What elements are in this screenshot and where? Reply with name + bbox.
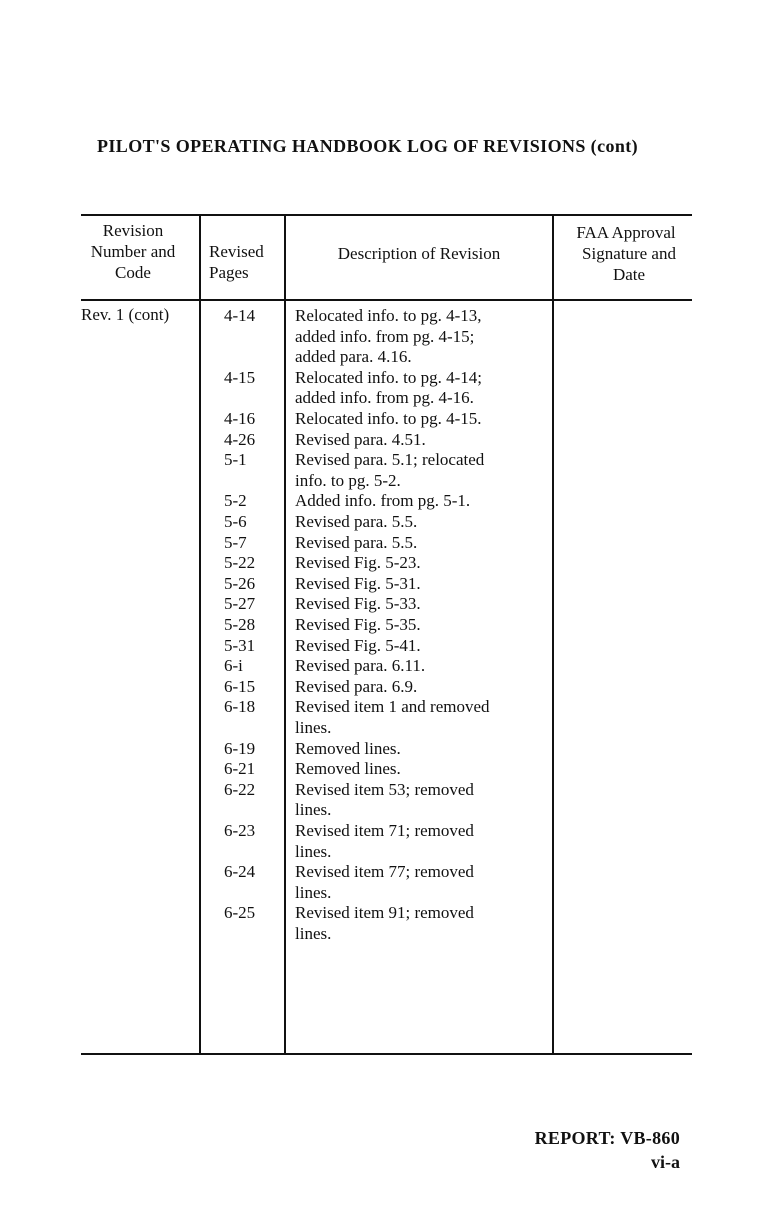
revision-description-cell: Relocated info. to pg. 4-15.	[295, 409, 482, 428]
revision-description-cell: lines.	[295, 800, 332, 820]
revised-page-cell: 5-31	[224, 635, 256, 655]
revision-code: Rev. 1 (cont)	[81, 305, 170, 324]
header-revision-line-1: Revision	[102, 221, 164, 240]
header-revision-line-2: Number and	[90, 242, 176, 261]
revision-description-cell: Removed lines.	[295, 738, 401, 758]
page-title: PILOT'S OPERATING HANDBOOK LOG OF REVISIONS (cont)	[97, 136, 639, 156]
revision-description-cell: Relocated info. to pg. 4-14;	[295, 367, 482, 387]
revised-page-cell: 5-1	[224, 450, 247, 470]
revision-description-cell: added para. 4.16.	[295, 347, 412, 367]
header-pages-line-2: Pages	[209, 263, 249, 282]
revision-description-cell: lines.	[295, 841, 332, 861]
revised-page-cell: 6-18	[224, 697, 256, 717]
revised-page-cell: 5-6	[224, 512, 247, 531]
report-number: REPORT: VB-860	[534, 1128, 680, 1148]
revision-description-cell: Revised item 91; removed	[295, 903, 474, 923]
revised-page-cell: 6-15	[224, 676, 256, 696]
revised-page-cell: 4-16	[224, 409, 256, 428]
column-divider-1	[199, 214, 201, 1055]
revision-description-cell: Revised para. 6.11.	[295, 656, 426, 676]
revision-description-cell: Revised item 53; removed	[295, 779, 474, 799]
revision-description-cell: Revised para. 5.5.	[295, 532, 418, 552]
revision-description-cell: Revised para. 5.5.	[295, 512, 418, 531]
revision-description-cell: Revised Fig. 5-35.	[295, 615, 421, 634]
revised-page-cell: 6-24	[224, 862, 256, 882]
header-approval-line-3: Date	[612, 265, 646, 284]
revision-description-cell: Revised Fig. 5-41.	[295, 635, 421, 655]
revision-description-cell: info. to pg. 5-2.	[295, 470, 401, 490]
table-top-rule	[81, 214, 692, 216]
revision-description-cell: Revised Fig. 5-33.	[295, 594, 421, 614]
revised-page-cell: 5-26	[224, 573, 256, 593]
revised-page-cell: 6-21	[224, 759, 256, 779]
revised-page-cell: 4-14	[224, 306, 256, 325]
column-divider-2	[284, 214, 286, 1055]
revised-page-cell: 5-27	[224, 594, 256, 614]
revision-description-cell: Revised item 1 and removed	[295, 697, 490, 717]
header-pages-line-1: Revised	[209, 242, 264, 261]
header-bottom-rule	[81, 299, 692, 301]
header-description: Description of Revision	[337, 244, 501, 263]
revision-description-cell: Removed lines.	[295, 759, 401, 779]
header-revision-line-3: Code	[115, 263, 151, 282]
revision-description-cell: lines.	[295, 718, 332, 737]
revised-page-cell: 6-19	[224, 738, 256, 758]
revision-description-cell: lines.	[295, 924, 332, 943]
page-number: vi-a	[651, 1152, 680, 1172]
revised-page-cell: 4-26	[224, 429, 256, 449]
revised-page-cell: 5-28	[224, 615, 256, 634]
revised-page-cell: 5-22	[224, 553, 256, 573]
header-approval-line-1: FAA Approval	[576, 223, 676, 242]
header-approval-line-2: Signature and	[582, 244, 676, 263]
revision-description-cell: Revised item 71; removed	[295, 821, 474, 840]
revision-description-cell: Relocated info. to pg. 4-13,	[295, 306, 482, 325]
revision-description-cell: lines.	[295, 882, 332, 902]
revision-description-cell: Revised Fig. 5-23.	[295, 553, 421, 573]
revised-page-cell: 6-22	[224, 779, 256, 799]
revision-description-cell: added info. from pg. 4-15;	[295, 326, 475, 346]
revision-description-cell: Revised para. 4.51.	[295, 429, 426, 449]
revision-description-cell: Revised Fig. 5-31.	[295, 573, 421, 593]
table-bottom-rule	[81, 1053, 692, 1055]
revised-page-cell: 6-23	[224, 821, 256, 840]
revised-page-cell: 4-15	[224, 367, 256, 387]
header-revision	[78, 220, 188, 283]
column-divider-3	[552, 214, 554, 1055]
revision-description-cell: Revised item 77; removed	[295, 862, 474, 882]
revision-description-cell: Added info. from pg. 5-1.	[295, 491, 471, 511]
header-faa-approval	[556, 222, 696, 285]
revised-page-cell: 6-25	[224, 903, 256, 923]
revision-description-cell: Revised para. 6.9.	[295, 676, 418, 696]
revised-page-cell: 5-2	[224, 491, 247, 511]
revision-description-cell: Revised para. 5.1; relocated	[295, 450, 485, 470]
header-revised-pages	[209, 241, 264, 283]
revision-description-cell: added info. from pg. 4-16.	[295, 388, 474, 408]
revised-page-cell: 5-7	[224, 532, 247, 552]
revised-page-cell: 6-i	[224, 656, 243, 676]
